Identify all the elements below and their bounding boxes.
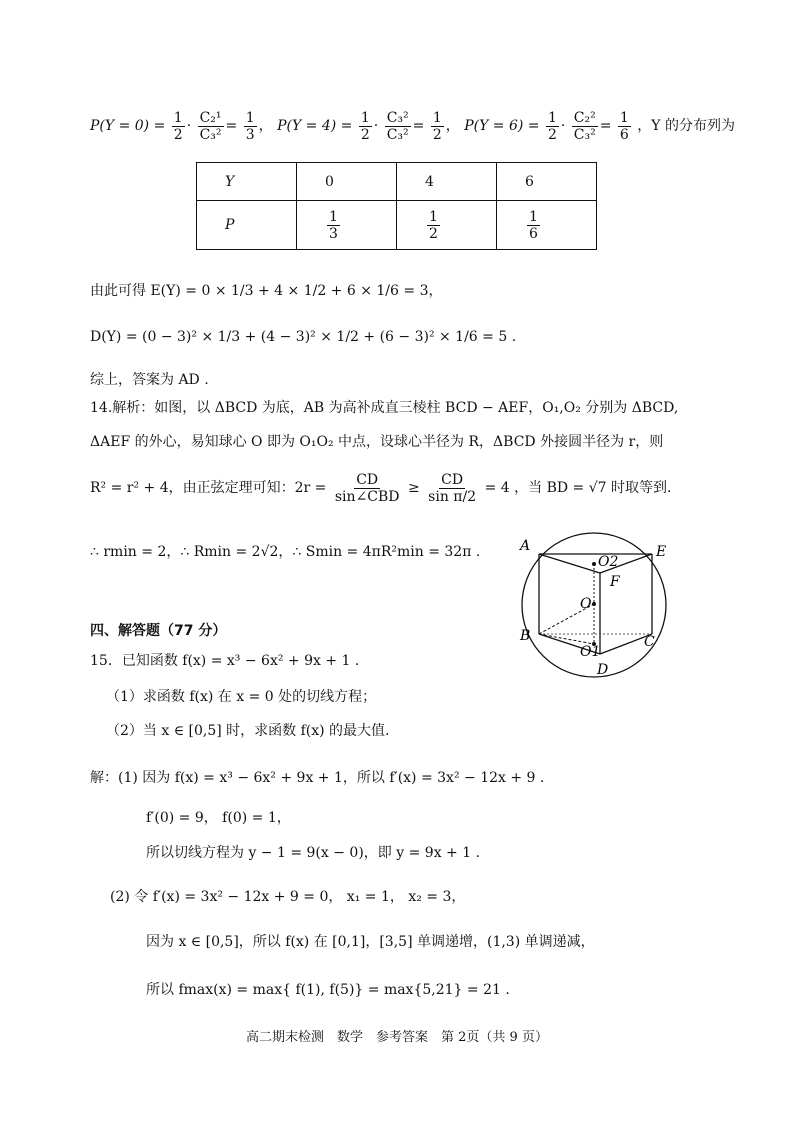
label-c: C [644,634,655,650]
solution-line-4: (2) 令 f′(x) = 3x² − 12x + 9 = 0， x₁ = 1， x₂ = 3， [110,889,466,905]
p6-value: $\frac{1}{6}$ [619,109,629,143]
table-cell: 0 [297,163,397,201]
p0-ratio: $\frac{\text{C₂¹}}{\text{C₃²}}$ [199,109,222,143]
q14-line-1: 14.解析：如图，以 ΔBCD 为底，AB 为高补成直三棱柱 BCD − AEF，O₁,O₂ 分别为 ΔBCD, [90,400,679,416]
cd-over-sin-fraction: CD sin∠CBD [334,471,400,505]
table-cell: Y [197,163,297,201]
table-cell: $\frac{1}{6}$ [497,201,597,250]
table-cell: 4 [397,163,497,201]
half-fraction-3: $\frac{1}{2}$ [547,109,557,143]
sphere-prism-figure [510,528,680,680]
p4-ratio: $\frac{\text{C₃²}}{\text{C₃²}}$ [386,109,409,143]
label-o: O [580,596,592,612]
q14-line-2: ΔAEF 的外心，易知球心 O 即为 O₁O₂ 中点，设球心半径为 R，ΔBCD 外接圆半径为 r，则 [90,434,664,450]
distribution-intro: ，Y 的分布列为 [637,118,735,134]
p6-lhs: P(Y = 6) = [464,118,540,134]
variance-line: D(Y) = (0 − 3)² × 1/3 + (4 − 3)² × 1/2 + (6 − 3)² × 1/6 = 5 . [90,329,517,345]
summary-line: 综上，答案为 AD . [90,372,209,388]
table-cell: P [197,201,297,250]
page-footer: 高二期末检测 数学 参考答案 第 2页（共 9 页） [246,1030,548,1045]
expectation-line: 由此可得 E(Y) = 0 × 1/3 + 4 × 1/2 + 6 × 1/6 = 3， [90,283,443,299]
q15-stem: 15．已知函数 f(x) = x³ − 6x² + 9x + 1 . [90,653,360,669]
section-heading: 四、解答题（77 分） [90,623,227,639]
label-o2: O2 [598,554,619,570]
solution-line-6: 所以 fmax(x) = max{ f(1), f(5)} = max{5,21} = 21 . [146,982,510,998]
label-d: D [597,662,609,678]
table-cell: 6 [497,163,597,201]
q15-part-1: （1）求函数 f(x) 在 x = 0 处的切线方程； [106,689,377,705]
p0-value: $\frac{1}{3}$ [245,109,255,143]
solution-line-5: 因为 x ∈ [0,5]，所以 f(x) 在 [0,1]，[3,5] 单调递增，(1,3) 单调递减， [146,934,595,950]
p4-lhs: P(Y = 4) = [277,118,353,134]
solution-line-3: 所以切线方程为 y − 1 = 9(x − 0)，即 y = 9x + 1 . [146,845,481,861]
label-f: F [610,574,620,590]
q15-part-2: （2）当 x ∈ [0,5] 时，求函数 f(x) 的最大值. [106,723,390,739]
distribution-table [196,162,597,250]
q14-line-3: R² = r² + 4，由正弦定理可知：2r = CD sin∠CBD ≥ $\frac{CD}{\text{sin π/2}}$ = 4 ，当 BD = √7 时取等到. [90,471,672,505]
half-fraction-2: $\frac{1}{2}$ [360,109,370,143]
label-a: A [520,538,531,554]
p6-ratio: $\frac{\text{C₂²}}{\text{C₃²}}$ [573,109,596,143]
table-row [197,201,597,250]
solution-line-1: 解：(1) 因为 f(x) = x³ − 6x² + 9x + 1，所以 f′(x) = 3x² − 12x + 9 . [90,770,545,786]
probability-line: P(Y = 0) = $\frac{1}{2}$ · $\frac{\text{C₂¹}}{\text{C₃²}}$ = $\frac{1}{3}$ ， P(Y = 4) = $\frac{1}{2}$ · $\frac{\text{C₃²}}{\text{C₃²}}$ = $\frac{1}{2}$ ， P(Y = 6) = $\frac{1}{2}$ · $\frac{\text{C₂²}}{\text{C₃²}}$ = $\frac{1}{6}$ ，Y 的分布列为 [90,109,735,143]
cd-over-sin-pi-fraction: $\frac{CD}{\text{sin π/2}}$ [428,471,477,505]
solution-line-2: f′(0) = 9， f(0) = 1， [146,810,291,826]
label-o1: O1 [580,644,601,660]
label-b: B [520,628,531,644]
table-cell: $\frac{1}{3}$ [297,201,397,250]
q14-line-4: ∴ rmin = 2，∴ Rmin = 2√2，∴ Smin = 4πR²min = 32π . [90,544,481,560]
p0-lhs: P(Y = 0) = [90,118,166,134]
table-row [197,163,597,201]
table-cell: $\frac{1}{2}$ [397,201,497,250]
half-fraction: $\frac{1}{2}$ [173,109,183,143]
p4-value: $\frac{1}{2}$ [432,109,442,143]
label-e: E [656,544,667,560]
